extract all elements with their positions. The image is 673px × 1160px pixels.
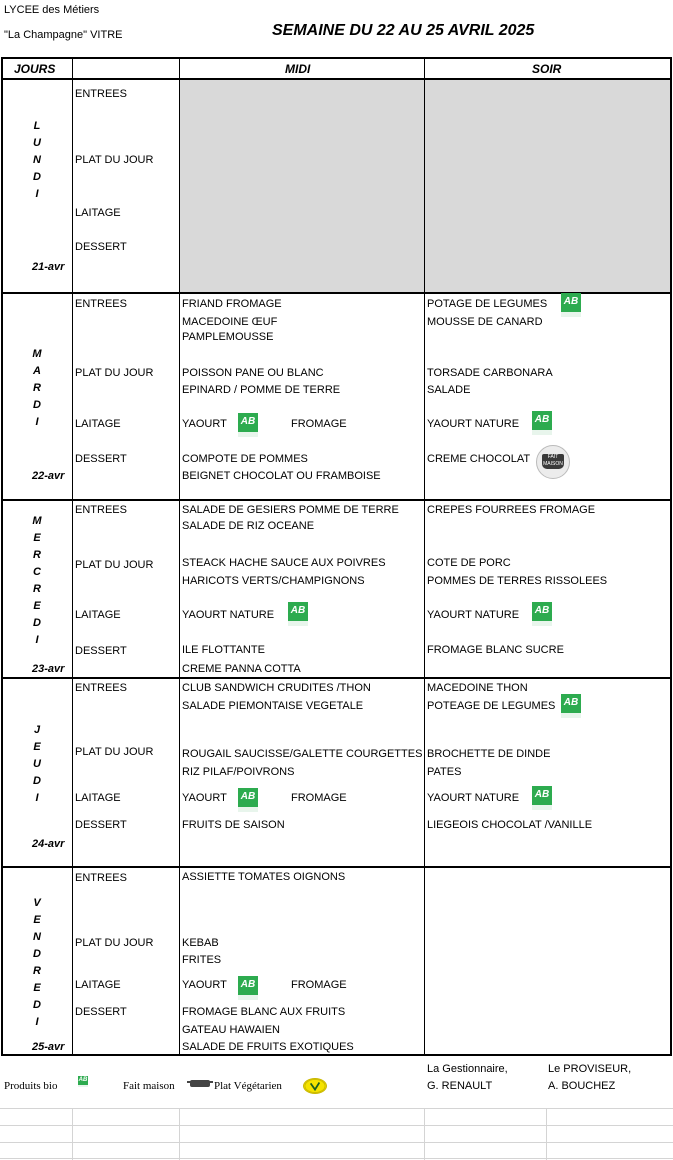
category-dessert: DESSERT bbox=[75, 819, 127, 831]
lundi-closed-area bbox=[180, 79, 672, 292]
menu-item: KEBAB bbox=[182, 937, 219, 949]
menu-item: PATES bbox=[427, 766, 462, 778]
menu-item: SALADE DE GESIERS POMME DE TERRE bbox=[182, 504, 399, 516]
category-laitage: LAITAGE bbox=[75, 418, 121, 430]
organic-label-icon: AB bbox=[532, 602, 552, 626]
menu-item: HARICOTS VERTS/CHAMPIGNONS bbox=[182, 575, 365, 587]
category-dessert: DESSERT bbox=[75, 645, 127, 657]
menu-item: GATEAU HAWAIEN bbox=[182, 1024, 280, 1036]
menu-item: CREME CHOCOLAT bbox=[427, 453, 531, 465]
column-border bbox=[179, 57, 180, 1056]
category-dessert: DESSERT bbox=[75, 1006, 127, 1018]
organic-label-icon: AB bbox=[238, 788, 258, 812]
menu-item: YAOURT NATURE bbox=[427, 609, 520, 621]
column-header-midi: MIDI bbox=[285, 62, 311, 76]
week-title: SEMAINE DU 22 AU 25 AVRIL 2025 bbox=[272, 22, 535, 39]
category-entrees: ENTREES bbox=[75, 298, 127, 310]
column-border bbox=[424, 57, 425, 1056]
category-plat: PLAT DU JOUR bbox=[75, 937, 154, 949]
category-entrees: ENTREES bbox=[75, 504, 127, 516]
menu-item: SALADE PIEMONTAISE VEGETALE bbox=[182, 700, 364, 712]
menu-item: ASSIETTE TOMATES OIGNONS bbox=[182, 871, 346, 883]
category-laitage: LAITAGE bbox=[75, 979, 121, 991]
category-plat: PLAT DU JOUR bbox=[75, 559, 154, 571]
menu-item: EPINARD / POMME DE TERRE bbox=[182, 384, 341, 396]
legend-veg-label: Plat Végétarien bbox=[214, 1080, 282, 1092]
homemade-icon bbox=[536, 445, 570, 479]
menu-item: FRIAND FROMAGE bbox=[182, 298, 282, 310]
menu-item: ILE FLOTTANTE bbox=[182, 644, 265, 656]
organic-label-icon: AB bbox=[561, 293, 581, 317]
sheet-gridline bbox=[0, 1142, 673, 1143]
menu-item: YAOURT NATURE bbox=[427, 792, 520, 804]
menu-item: CREME PANNA COTTA bbox=[182, 663, 301, 675]
school-name: LYCEE des Métiers bbox=[4, 4, 100, 16]
menu-item: BROCHETTE DE DINDE bbox=[427, 748, 551, 760]
menu-item: COTE DE PORC bbox=[427, 557, 511, 569]
organic-label-icon: AB bbox=[78, 1076, 88, 1087]
category-entrees: ENTREES bbox=[75, 88, 127, 100]
sheet-gridline bbox=[72, 1108, 73, 1160]
table-top-border bbox=[2, 57, 672, 59]
category-dessert: DESSERT bbox=[75, 241, 127, 253]
menu-item: COMPOTE DE POMMES bbox=[182, 453, 308, 465]
gestionnaire-name: G. RENAULT bbox=[427, 1080, 493, 1092]
row-separator bbox=[2, 499, 672, 501]
organic-label-icon: AB bbox=[532, 786, 552, 810]
proviseur-title: Le PROVISEUR, bbox=[548, 1063, 632, 1075]
menu-item: FROMAGE bbox=[291, 979, 347, 991]
day-date-mardi: 22-avr bbox=[32, 470, 65, 482]
proviseur-name: A. BOUCHEZ bbox=[548, 1080, 616, 1092]
menu-item: BEIGNET CHOCOLAT OU FRAMBOISE bbox=[182, 470, 381, 482]
column-border bbox=[670, 57, 672, 1056]
menu-item: POISSON PANE OU BLANC bbox=[182, 367, 324, 379]
menu-item: SALADE bbox=[427, 384, 471, 396]
day-name-lundi: L U N D I bbox=[33, 120, 41, 200]
menu-item: FRITES bbox=[182, 954, 222, 966]
menu-item: STEACK HACHE SAUCE AUX POIVRES bbox=[182, 557, 386, 569]
menu-item: FRUITS DE SAISON bbox=[182, 819, 285, 831]
menu-item: CREPES FOURREES FROMAGE bbox=[427, 504, 596, 516]
menu-item: YAOURT bbox=[182, 418, 227, 430]
menu-item: YAOURT bbox=[182, 792, 227, 804]
table-bottom-border bbox=[2, 1054, 672, 1056]
day-date-mercredi: 23-avr bbox=[32, 663, 65, 675]
organic-label-icon: AB bbox=[532, 411, 552, 435]
category-entrees: ENTREES bbox=[75, 872, 127, 884]
organic-label-icon: AB bbox=[238, 976, 258, 1000]
day-name-mercredi: M E R C R E D I bbox=[32, 515, 42, 646]
menu-item: MOUSSE DE CANARD bbox=[427, 316, 543, 328]
organic-label-icon: AB bbox=[238, 413, 258, 437]
menu-item: FROMAGE BLANC SUCRE bbox=[427, 644, 564, 656]
menu-item: SALADE DE FRUITS EXOTIQUES bbox=[182, 1041, 354, 1053]
sheet-gridline bbox=[179, 1108, 180, 1160]
category-laitage: LAITAGE bbox=[75, 609, 121, 621]
menu-item: TORSADE CARBONARA bbox=[427, 367, 553, 379]
category-entrees: ENTREES bbox=[75, 682, 127, 694]
day-name-vendredi: V E N D R E D I bbox=[33, 897, 41, 1028]
category-plat: PLAT DU JOUR bbox=[75, 746, 154, 758]
menu-item: ROUGAIL SAUCISSE/GALETTE COURGETTES bbox=[182, 748, 423, 760]
menu-item: POMMES DE TERRES RISSOLEES bbox=[427, 575, 608, 587]
column-border bbox=[72, 57, 73, 1056]
vegetarian-icon bbox=[303, 1078, 327, 1094]
sheet-gridline bbox=[424, 1108, 425, 1160]
menu-item: PAMPLEMOUSSE bbox=[182, 331, 274, 343]
menu-item: YAOURT NATURE bbox=[427, 418, 520, 430]
row-separator bbox=[2, 677, 672, 679]
menu-item: LIEGEOIS CHOCOLAT /VANILLE bbox=[427, 819, 593, 831]
sheet-gridline bbox=[0, 1125, 673, 1126]
day-name-mardi: M A R D I bbox=[32, 348, 42, 428]
school-subtitle: "La Champagne" VITRE bbox=[4, 29, 123, 41]
legend-fait-label: Fait maison bbox=[123, 1080, 175, 1092]
organic-label-icon: AB bbox=[561, 694, 581, 718]
pot-icon: FAIT MAISON bbox=[543, 454, 563, 467]
header-bottom-border bbox=[2, 78, 672, 80]
column-header-soir: SOIR bbox=[532, 62, 562, 76]
organic-label-icon: AB bbox=[288, 602, 308, 626]
day-date-vendredi: 25-avr bbox=[32, 1041, 65, 1053]
menu-item: FROMAGE bbox=[291, 792, 347, 804]
menu-item: FROMAGE BLANC AUX FRUITS bbox=[182, 1006, 346, 1018]
menu-item: CLUB SANDWICH CRUDITES /THON bbox=[182, 682, 371, 694]
gestionnaire-title: La Gestionnaire, bbox=[427, 1063, 508, 1075]
day-date-lundi: 21-avr bbox=[32, 261, 65, 273]
sheet-gridline bbox=[0, 1158, 673, 1159]
cooking-pot-icon bbox=[187, 1078, 213, 1088]
menu-item: YAOURT NATURE bbox=[182, 609, 275, 621]
sheet-gridline bbox=[546, 1108, 547, 1160]
category-laitage: LAITAGE bbox=[75, 207, 121, 219]
legend-bio-label: Produits bio bbox=[4, 1080, 58, 1092]
menu-item: SALADE DE RIZ OCEANE bbox=[182, 520, 315, 532]
row-separator bbox=[2, 866, 672, 868]
menu-item: FROMAGE bbox=[291, 418, 347, 430]
menu-item: MACEDOINE ŒUF bbox=[182, 316, 278, 328]
column-header-jours: JOURS bbox=[14, 62, 56, 76]
category-plat: PLAT DU JOUR bbox=[75, 367, 154, 379]
menu-item: MACEDOINE THON bbox=[427, 682, 528, 694]
menu-item: POTAGE DE LEGUMES bbox=[427, 298, 548, 310]
menu-item: RIZ PILAF/POIVRONS bbox=[182, 766, 295, 778]
category-plat: PLAT DU JOUR bbox=[75, 154, 154, 166]
day-name-jeudi: J E U D I bbox=[33, 724, 41, 804]
sheet-gridline bbox=[0, 1108, 673, 1109]
category-dessert: DESSERT bbox=[75, 453, 127, 465]
menu-item: POTEAGE DE LEGUMES bbox=[427, 700, 556, 712]
category-laitage: LAITAGE bbox=[75, 792, 121, 804]
menu-item: YAOURT bbox=[182, 979, 227, 991]
day-date-jeudi: 24-avr bbox=[32, 838, 65, 850]
